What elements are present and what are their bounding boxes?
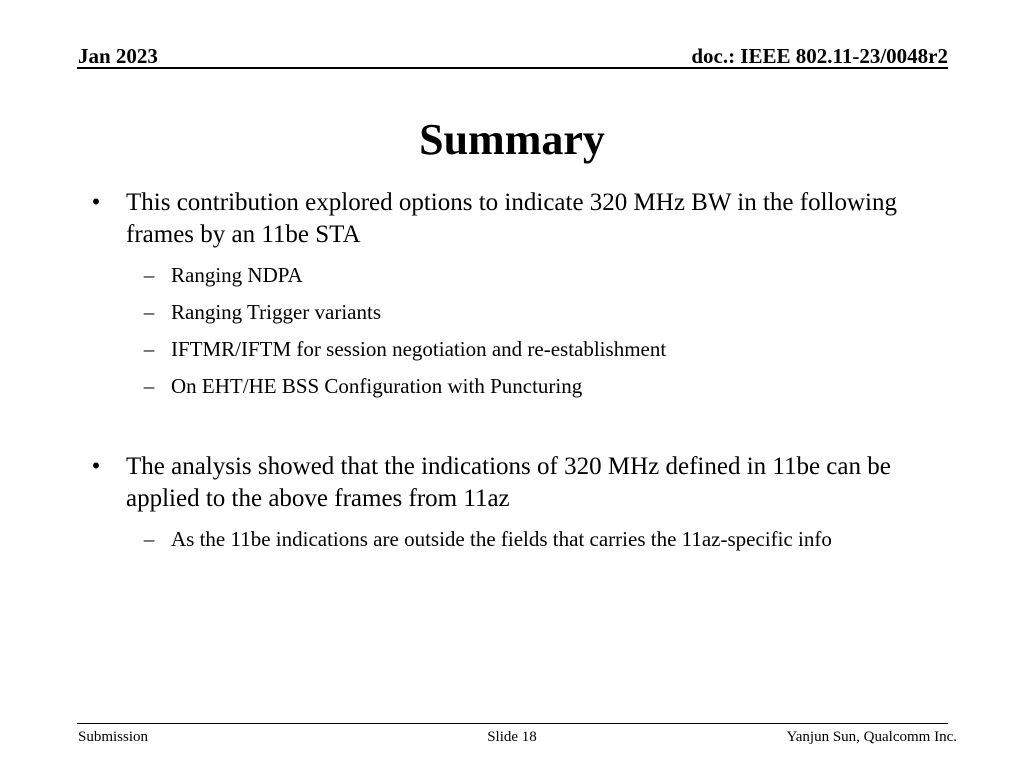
footer-author: Yanjun Sun, Qualcomm Inc. (786, 729, 957, 745)
sub-bullet-item (143, 260, 941, 291)
sub-bullet-marker: – (143, 374, 155, 398)
sub-bullet-item (143, 334, 941, 365)
sub-bullet-marker: – (143, 337, 155, 361)
header-date: Jan 2023 (78, 44, 158, 68)
sub-bullet-marker: – (143, 300, 155, 324)
sub-bullet-text: As the 11be indications are outside the fields that carries the 11az-specific info (171, 527, 832, 551)
bullet-marker: • (91, 189, 101, 216)
bullet-item (91, 451, 926, 515)
sub-bullet-marker: – (143, 527, 155, 551)
bullet-text: The analysis showed that the indications of 320 MHz defined in 11be can be applied to the above frames from 11az (126, 453, 891, 512)
footer-submission: Submission (78, 729, 149, 745)
sub-bullet-item (143, 297, 941, 328)
sub-bullet-text: Ranging NDPA (171, 263, 303, 287)
header-doc-id: doc.: IEEE 802.11-23/0048r2 (691, 44, 948, 68)
sub-bullet-text: IFTMR/IFTM for session negotiation and re-establishment (171, 337, 667, 361)
footer-slide-number: Slide 18 (487, 729, 537, 745)
sub-bullet-item (143, 524, 941, 555)
bullet-text: This contribution explored options to indicate 320 MHz BW in the following frames by an 11be STA (126, 189, 897, 248)
sub-bullet-text: Ranging Trigger variants (171, 300, 381, 324)
sub-bullet-marker: – (143, 263, 155, 287)
sub-bullet-text: On EHT/HE BSS Configuration with Puncturing (171, 374, 583, 398)
bullet-marker: • (91, 453, 101, 480)
bullet-item (91, 187, 926, 251)
footer-divider (77, 723, 948, 724)
sub-bullet-item (143, 371, 941, 402)
slide-title: Summary (419, 115, 605, 164)
